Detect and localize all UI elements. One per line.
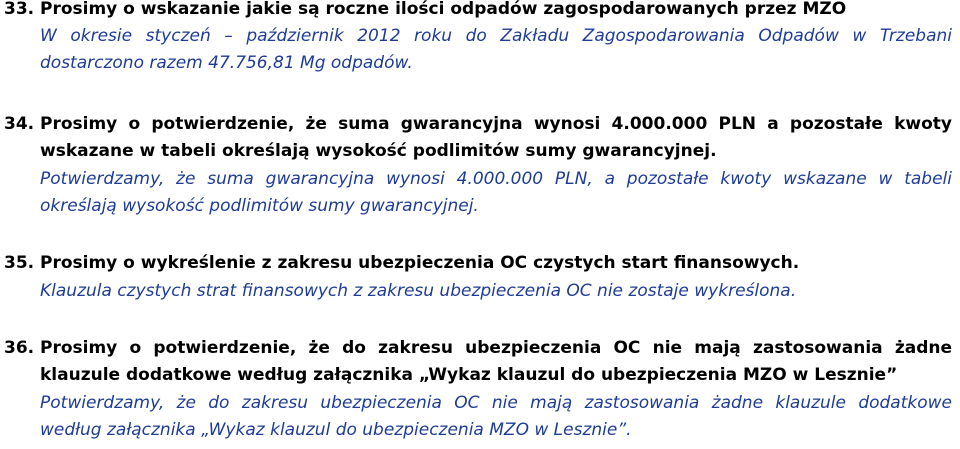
answer-line: Potwierdzamy, że do zakresu ubezpieczenia OC nie mają zastosowania żadne klauzule dodatkowe	[40, 393, 952, 413]
question-line: wskazane w tabeli określają wysokość podlimitów sumy gwarancyjnej.	[40, 141, 717, 161]
question-line: Prosimy o wskazanie jakie są roczne ilości odpadów zagospodarowanych przez MZO	[40, 0, 847, 19]
answer-line: według załącznika „Wykaz klauzul do ubezpieczenia MZO w Lesznie”.	[40, 420, 632, 440]
question-line: klauzule dodatkowe według załącznika „Wykaz klauzul do ubezpieczenia MZO w Lesznie”	[40, 365, 898, 385]
item-number: 33.	[4, 0, 35, 19]
answer-line: Klauzula czystych strat finansowych z zakresu ubezpieczenia OC nie zostaje wykreślona.	[40, 281, 797, 301]
answer-line: dostarczono razem 47.756,81 Mg odpadów.	[40, 53, 413, 73]
item-number: 36.	[4, 338, 35, 358]
item-number: 34.	[4, 114, 35, 134]
question-line: Prosimy o potwierdzenie, że do zakresu ubezpieczenia OC nie mają zastosowania żadne	[40, 338, 952, 358]
question-line: Prosimy o wykreślenie z zakresu ubezpieczenia OC czystych start finansowych.	[40, 253, 800, 273]
answer-line: określają wysokość podlimitów sumy gwarancyjnej.	[40, 196, 479, 216]
answer-line: W okresie styczeń – październik 2012 roku do Zakładu Zagospodarowania Odpadów w Trzebani	[40, 26, 952, 46]
answer-line: Potwierdzamy, że suma gwarancyjna wynosi 4.000.000 PLN, a pozostałe kwoty wskazane w tabeli	[40, 169, 952, 189]
question-line: Prosimy o potwierdzenie, że suma gwarancyjna wynosi 4.000.000 PLN a pozostałe kwoty	[40, 114, 952, 134]
item-number: 35.	[4, 253, 35, 273]
